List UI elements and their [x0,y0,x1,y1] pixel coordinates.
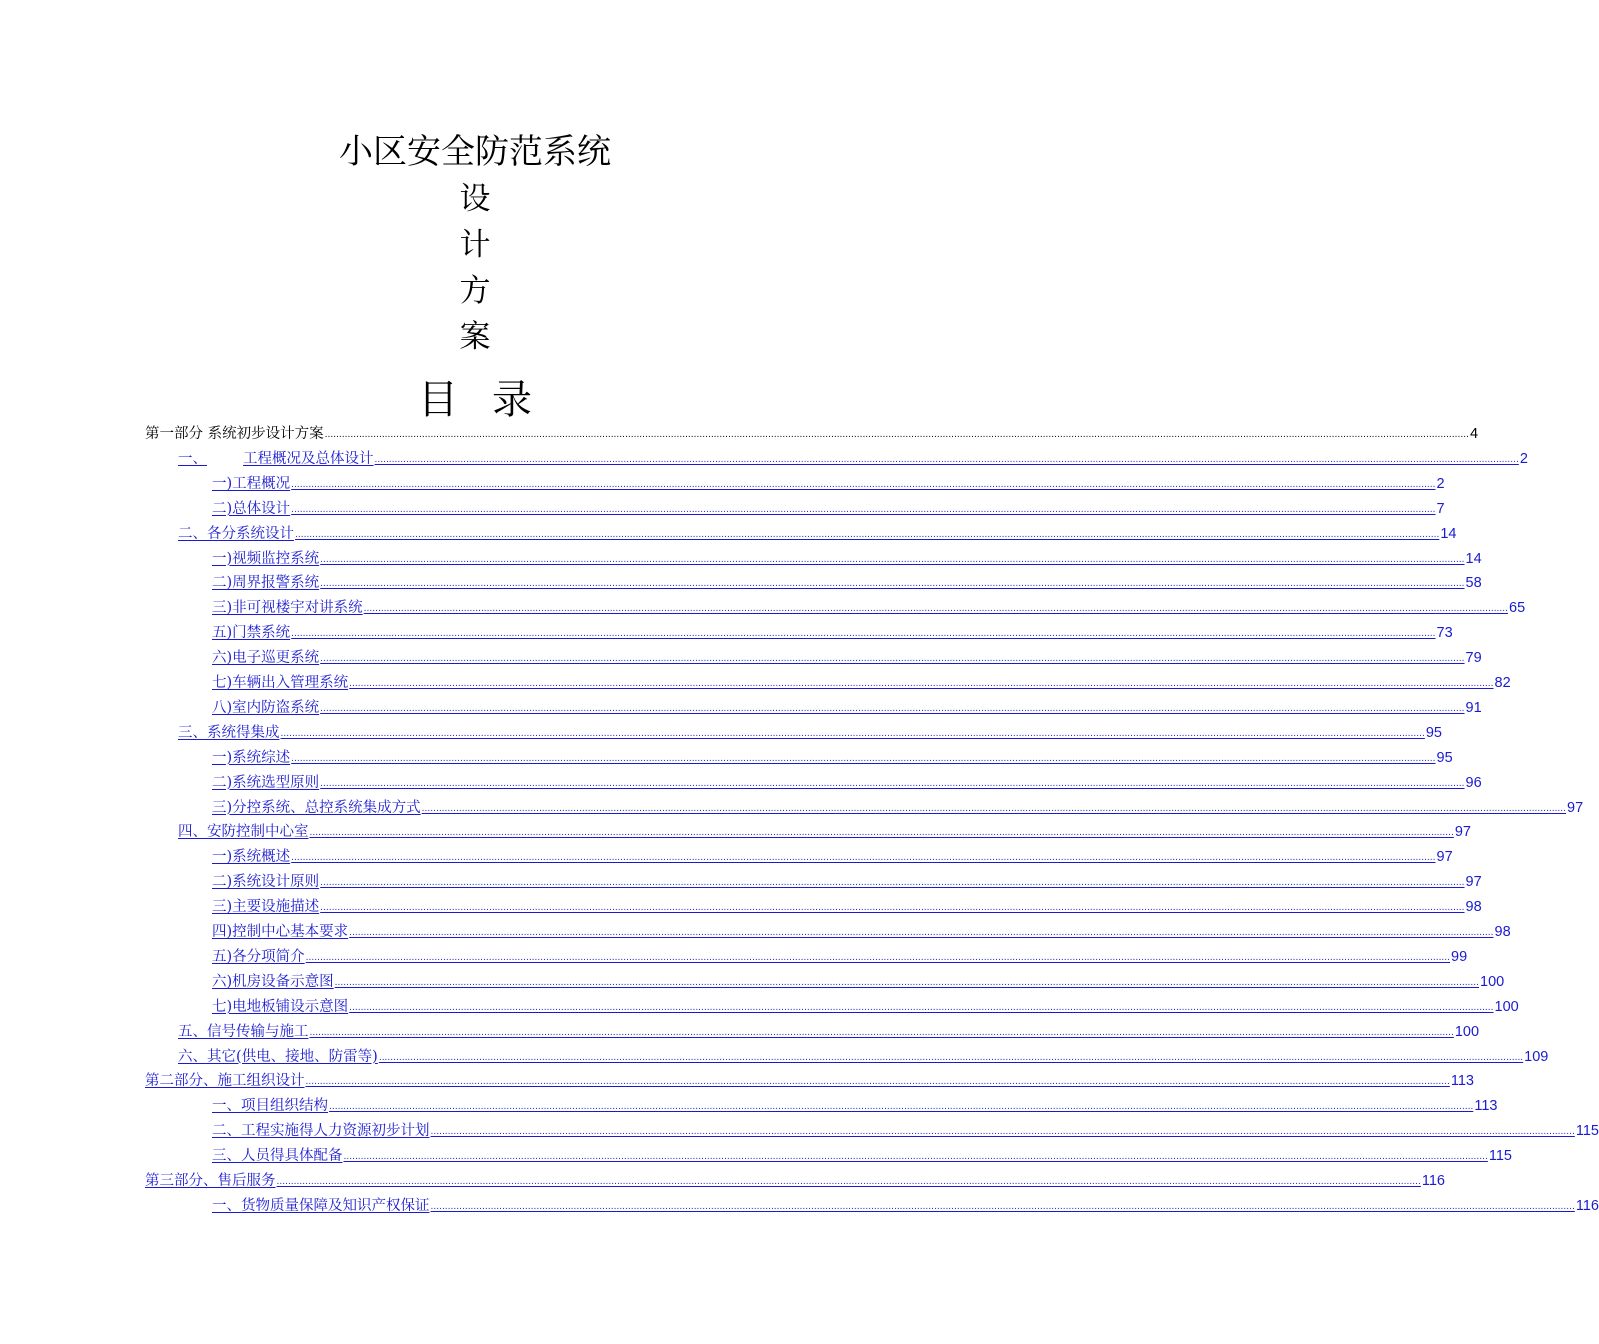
toc-entry-page-number: 115 [1488,1148,1512,1165]
toc-entry[interactable] [212,845,1453,869]
toc-entry[interactable] [212,746,1453,770]
toc-leader-dots: ................................................................................................................................................................................................................................................................................................................................................................................................................ [320,654,1465,665]
toc-entry-label: 七)车辆出入管理系统 [212,675,349,691]
toc-leader-dots: ................................................................................................................................................................................................................................................................................................................................................................................................................ [291,853,1436,864]
toc-leader-dots: ................................................................................................................................................................................................................................................................................................................................................................................................................ [309,828,1454,839]
toc-entry-page-number: 91 [1465,699,1482,716]
toc-leader-dots: ................................................................................................................................................................................................................................................................................................................................................................................................................ [430,1127,1575,1138]
toc-entry-label: 一)系统概述 [212,849,291,866]
toc-entry-label: 二、各分系统设计 [178,525,294,542]
toc-entry-page-number: 115 [1575,1123,1599,1140]
toc-entry-page-number: 96 [1465,774,1482,791]
toc-leader-dots: ................................................................................................................................................................................................................................................................................................................................................................................................................ [320,903,1465,914]
toc-entry-label: 四、安防控制中心室 [178,824,309,841]
toc-leader-dots: ................................................................................................................................................................................................................................................................................................................................................................................................................ [378,1052,1524,1063]
toc-entry-page-number: 100 [1494,998,1519,1015]
toc-leader-dots: ................................................................................................................................................................................................................................................................................................................................................................................................................ [309,1027,1454,1038]
toc-entry-label: 一)视频监控系统 [212,550,320,567]
toc-entry-label: 六)电子巡更系统 [212,650,320,667]
toc-leader-dots: ................................................................................................................................................................................................................................................................................................................................................................................................................ [324,430,1469,440]
subtitle-char: 设 [459,181,491,217]
toc-entry[interactable] [178,1045,1549,1069]
toc-entry[interactable] [212,497,1445,521]
toc-entry-label: 三)非可视楼宇对讲系统 [212,600,363,617]
toc-entry-label: 五、信号传输与施工 [178,1023,309,1040]
toc-leader-dots: ................................................................................................................................................................................................................................................................................................................................................................................................................ [320,778,1465,789]
toc-leader-dots: ................................................................................................................................................................................................................................................................................................................................................................................................................ [291,479,1436,490]
toc-entry-page-number: 100 [1454,1023,1480,1040]
toc-entry-page-number: 99 [1451,948,1468,965]
toc-leader-dots: ................................................................................................................................................................................................................................................................................................................................................................................................................ [291,753,1436,764]
toc-heading-char: 目 [418,377,458,423]
toc-entry[interactable] [212,970,1505,994]
toc-entry-label: 七)电地板铺设示意图 [212,998,349,1015]
toc-leader-dots: ................................................................................................................................................................................................................................................................................................................................................................................................................ [305,1077,1450,1088]
toc-entry[interactable] [212,671,1511,695]
toc-leader-dots: ................................................................................................................................................................................................................................................................................................................................................................................................................ [349,1002,1494,1013]
toc-entry [145,422,1479,446]
toc-entry[interactable] [212,1094,1498,1118]
toc-entry[interactable] [212,771,1482,795]
toc-entry-page-number: 116 [1575,1197,1599,1214]
toc-leader-dots: ................................................................................................................................................................................................................................................................................................................................................................................................................ [320,878,1465,889]
document-title: 小区安全防范系统 [339,132,611,172]
toc-entry-label: 二)总体设计 [212,500,291,517]
toc-entry-page-number: 113 [1474,1098,1498,1115]
toc-entry-page-number: 14 [1465,550,1482,567]
toc-leader-dots: ................................................................................................................................................................................................................................................................................................................................................................................................................ [329,1102,1474,1113]
toc-entry-page-number: 7 [1436,500,1445,517]
toc-entry[interactable] [212,1194,1599,1218]
toc-entry-label: 第二部分、施工组织设计 [145,1073,305,1090]
toc-leader-dots: ................................................................................................................................................................................................................................................................................................................................................................................................................ [320,554,1465,565]
toc-entry[interactable] [178,447,1528,471]
toc-entry-label: 一、 工程概况及总体设计 [178,450,374,467]
toc-entry[interactable] [212,472,1445,496]
toc-entry[interactable] [212,995,1519,1019]
toc-entry-label: 三)主要设施描述 [212,899,320,916]
toc-entry[interactable] [145,1169,1445,1193]
toc-entry-label: 第一部分 系统初步设计方案 [145,426,324,442]
cover-title-block [0,128,950,360]
toc-entry[interactable] [212,1144,1512,1168]
toc-entry-page-number: 98 [1494,924,1511,940]
toc-entry-label: 一)系统综述 [212,749,291,766]
subtitle-char: 计 [459,227,491,263]
toc-entry-page-number: 65 [1509,600,1526,617]
toc-entry-page-number: 95 [1436,749,1453,766]
toc-entry[interactable] [178,522,1457,546]
toc-entry-label: 三、系统得集成 [178,724,280,741]
toc-entry[interactable] [212,945,1468,969]
subtitle-char: 案 [459,319,491,355]
toc-entry-page-number: 97 [1567,799,1584,816]
toc-entry-label: 六、其它(供电、接地、防雷等) [178,1048,378,1065]
toc-entry-page-number: 116 [1421,1173,1445,1189]
toc-entry-label: 一、项目组织结构 [212,1098,328,1115]
toc-entry-label: 五)门禁系统 [212,625,291,642]
toc-leader-dots: ................................................................................................................................................................................................................................................................................................................................................................................................................ [430,1201,1575,1212]
toc-entry-page-number: 97 [1454,824,1471,841]
toc-leader-dots: ................................................................................................................................................................................................................................................................................................................................................................................................................ [305,952,1451,963]
toc-entry-page-number: 2 [1436,475,1445,492]
toc-leader-dots: ................................................................................................................................................................................................................................................................................................................................................................................................................ [421,803,1566,814]
subtitle-char: 方 [459,273,491,309]
toc-entry-label: 六)机房设备示意图 [212,973,334,990]
toc-entry-label: 二、工程实施得人力资源初步计划 [212,1123,430,1140]
toc-entry-label: 二)周界报警系统 [212,575,320,592]
toc-entry-page-number: 97 [1436,849,1453,866]
toc-entry[interactable] [212,796,1584,820]
toc-entry[interactable] [212,547,1482,571]
toc-entry[interactable] [212,596,1526,620]
toc-leader-dots: ................................................................................................................................................................................................................................................................................................................................................................................................................ [349,679,1494,689]
toc-heading [0,374,950,426]
toc-entry-label: 二)系统选型原则 [212,774,320,791]
toc-entry-label: 四)控制中心基本要求 [212,924,349,940]
toc-entry-page-number: 95 [1425,724,1442,741]
toc-entry[interactable] [145,1069,1474,1093]
toc-entry-page-number: 97 [1465,874,1482,891]
toc-entry-page-number: 82 [1494,675,1511,691]
toc-leader-dots: ................................................................................................................................................................................................................................................................................................................................................................................................................ [291,629,1436,640]
toc-entry[interactable] [178,1020,1480,1044]
toc-entry-label: 一)工程概况 [212,475,291,492]
toc-entry-page-number: 14 [1440,525,1457,542]
toc-entry-label: 第三部分、售后服务 [145,1173,276,1189]
toc-entry-page-number: 109 [1524,1048,1549,1065]
toc-entry[interactable] [212,895,1482,919]
toc-entry[interactable] [212,870,1482,894]
toc-leader-dots: ................................................................................................................................................................................................................................................................................................................................................................................................................ [349,928,1494,938]
toc-entry-label: 二)系统设计原则 [212,874,320,891]
toc-leader-dots: ................................................................................................................................................................................................................................................................................................................................................................................................................ [334,977,1479,988]
toc-entry-page-number: 58 [1465,575,1482,592]
toc-leader-dots: ................................................................................................................................................................................................................................................................................................................................................................................................................ [343,1152,1488,1163]
toc-entry[interactable] [212,1119,1599,1143]
toc-entry-page-number: 73 [1436,625,1453,642]
toc-leader-dots: ................................................................................................................................................................................................................................................................................................................................................................................................................ [280,728,1425,739]
toc-entry-page-number: 100 [1480,973,1505,990]
toc-entry[interactable] [212,571,1482,595]
toc-leader-dots: ................................................................................................................................................................................................................................................................................................................................................................................................................ [374,454,1519,465]
toc-entry-page-number: 79 [1465,650,1482,667]
toc-entry-label: 三)分控系统、总控系统集成方式 [212,799,421,816]
toc-entry-label: 三、人员得具体配备 [212,1148,343,1165]
toc-entry-page-number: 113 [1450,1073,1474,1090]
toc-entry[interactable] [178,820,1471,844]
toc-entry[interactable] [212,920,1511,944]
toc-leader-dots: ................................................................................................................................................................................................................................................................................................................................................................................................................ [320,579,1465,590]
toc-leader-dots: ................................................................................................................................................................................................................................................................................................................................................................................................................ [363,604,1508,615]
toc-entry-label: 五)各分项简介 [212,948,305,965]
toc-entry[interactable] [178,721,1442,745]
toc-leader-dots: ................................................................................................................................................................................................................................................................................................................................................................................................................ [276,1177,1421,1187]
toc-entry-page-number: 4 [1469,426,1479,442]
toc-heading-char: 录 [492,377,532,423]
toc-leader-dots: ................................................................................................................................................................................................................................................................................................................................................................................................................ [320,703,1465,714]
toc-leader-dots: ................................................................................................................................................................................................................................................................................................................................................................................................................ [291,504,1436,515]
toc-entry-label: 八)室内防盗系统 [212,699,320,716]
toc-entry[interactable] [212,646,1482,670]
toc-entry[interactable] [212,696,1482,720]
toc-entry-label: 一、货物质量保障及知识产权保证 [212,1197,430,1214]
toc-entry[interactable] [212,621,1453,645]
toc-entry-page-number: 98 [1465,899,1482,916]
toc-entry-page-number: 2 [1519,450,1528,467]
toc-leader-dots: ................................................................................................................................................................................................................................................................................................................................................................................................................ [295,529,1440,540]
